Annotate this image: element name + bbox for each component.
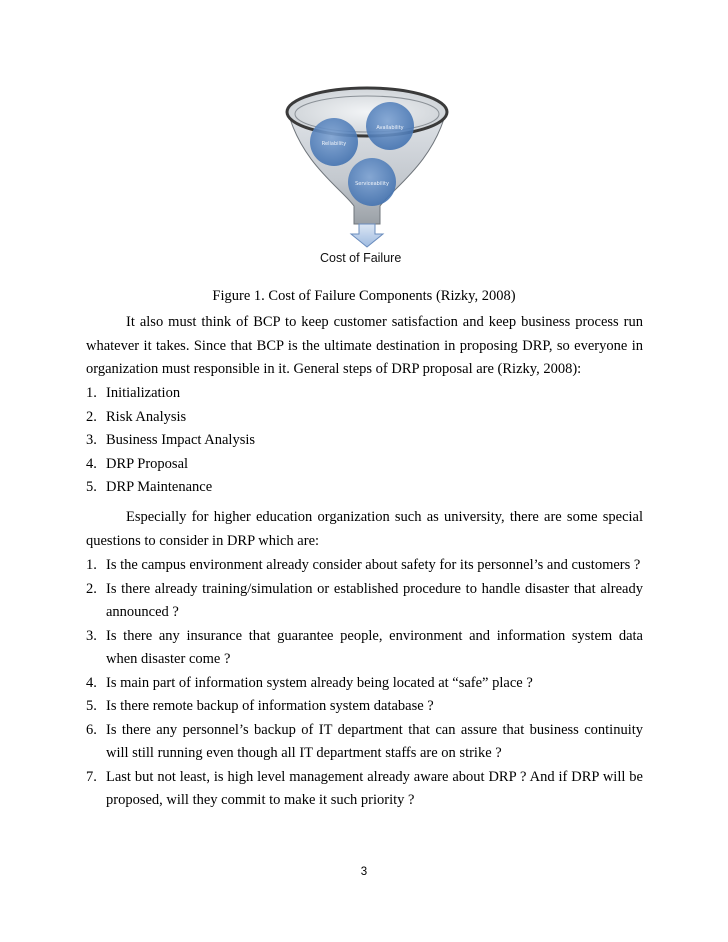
- figure-caption: Figure 1. Cost of Failure Components (Rizky, 2008): [212, 288, 516, 304]
- list-item-number: 4.: [86, 674, 97, 691]
- paragraph-bcp: It also must think of BCP to keep customer satisfaction and keep business process run whatever it takes. Since that BCP is the ultimate destination in proposing DRP, so everyone in organization must responsible in it. General steps of DRP proposal are (Rizky, 2008):: [86, 314, 643, 377]
- list-item: [86, 406, 643, 430]
- list-item-text: Last but not least, is high level management already aware about DRP ? And if DRP will be proposed, will they commit to make it such priority ?: [106, 768, 643, 808]
- list-item: [86, 476, 643, 500]
- list-item: [86, 554, 643, 578]
- arrow-down-icon: [351, 224, 383, 247]
- cost-of-failure-figure: [282, 84, 452, 274]
- list-item: [86, 766, 643, 813]
- page-number: 3: [360, 866, 368, 878]
- list-item-number: 1.: [86, 557, 97, 573]
- list-item-text: Is there already training/simulation or established procedure to handle disaster that already announced ?: [106, 580, 643, 620]
- availability-label: Availability: [376, 125, 404, 131]
- list-item-text: Is there any personnel’s backup of IT department that can assure that business continuity will still running even though all IT department staffs are on strike ?: [106, 721, 643, 761]
- list-item-text: Is main part of information system already being located at “safe” place ?: [106, 674, 533, 691]
- list-item-text: Is there remote backup of information system database ?: [106, 698, 434, 714]
- serviceability-label: Serviceability: [355, 181, 389, 187]
- list-item: [86, 429, 643, 453]
- cost-of-failure-label: Cost of Failure: [320, 251, 402, 265]
- list-item-number: 3.: [86, 432, 97, 448]
- list-item-number: 2.: [86, 580, 97, 597]
- list-item-text: Is there any insurance that guarantee people, environment and information system data when disaster come ?: [106, 627, 643, 667]
- list-item: [86, 672, 643, 696]
- list-item-number: 7.: [86, 768, 97, 785]
- list-item: [86, 578, 643, 625]
- list-item: [86, 453, 643, 477]
- drp-steps-list: [86, 382, 643, 500]
- list-item-text: Business Impact Analysis: [106, 432, 256, 448]
- list-item-text: DRP Maintenance: [106, 479, 213, 495]
- drp-questions-list: [86, 554, 643, 813]
- list-item-number: 4.: [86, 455, 97, 472]
- list-item: [86, 625, 643, 672]
- list-item-text: Risk Analysis: [106, 408, 187, 425]
- list-item: [86, 382, 643, 406]
- list-item: [86, 719, 643, 766]
- list-item-text: Initialization: [106, 385, 181, 401]
- list-item-text: DRP Proposal: [106, 455, 189, 472]
- list-item-number: 5.: [86, 698, 97, 714]
- list-item-number: 6.: [86, 721, 97, 738]
- list-item-number: 5.: [86, 479, 97, 495]
- list-item-number: 1.: [86, 385, 97, 401]
- list-item-number: 2.: [86, 408, 97, 425]
- list-item-number: 3.: [86, 627, 97, 644]
- list-item: [86, 695, 643, 719]
- paragraph-higher-education: Especially for higher education organization such as university, there are some special questions to consider in DRP which are:: [86, 509, 643, 549]
- list-item-text: Is the campus environment already consider about safety for its personnel’s and customers ?: [106, 557, 641, 573]
- funnel-diagram: [282, 84, 452, 259]
- reliability-label: Reliability: [321, 141, 347, 147]
